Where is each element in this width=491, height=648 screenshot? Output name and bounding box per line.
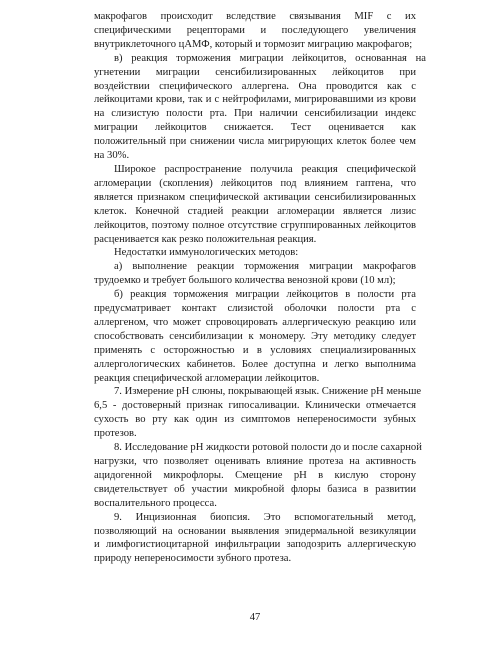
text-line: на слизистую полости рта. При наличии сенсибилизации индекс [94,108,416,120]
text-line: угнетении миграции сенсибилизированных лейкоцитов при [94,66,416,78]
text-line: лейкоцитами крови, так и с нейтрофилами, мигрировавшими из крови [94,94,416,106]
text-line: внутриклеточного цАМФ, который и тормозит миграцию макрофагов; [94,38,413,50]
text-line: б) реакция торможения миграции лейкоцитов в полости рта [114,289,416,301]
text-line: ацидогенной микрофлоры. Смещение рН в кислую сторону [94,469,416,481]
text-line: аллергеном, что может спровоцировать аллергическую реакцию или [94,316,416,328]
text-line: макрофагов происходит вследствие связывания MIF с их [94,11,416,22]
text-line: реакция специфической агломерации лейкоцитов. [94,372,320,384]
text-line: протезов. [94,428,137,440]
text-line: в) реакция торможения миграции лейкоцитов, основанная на [114,52,426,64]
page-number: 47 [249,612,261,623]
text-line: является признаком специфической активации сенсибилизированных [94,191,416,203]
text-line: положительный при снижении числа мигрирующих клеток более чем [94,136,416,148]
text-line: позволяющий на основании выявления эпидермальной везикуляции [94,525,416,537]
text-line: а) выполнение реакции торможения миграции макрофагов [114,261,416,273]
text-line: 6,5 - достоверный признак гипосаливации. Клинически отмечается [94,400,416,412]
text-line: агломерации (скопления) лейкоцитов под влиянием гаптена, что [94,177,416,189]
text-line: на 30%. [94,150,130,162]
text-line: нагрузки, что позволяет оценивать влияние протеза на активность [94,456,416,467]
text-line: миграции лейкоцитов снижается. Тест оценивается как [94,122,416,134]
text-line: 7. Измерение рН слюны, покрывающей язык. Снижение рН меньше [114,386,422,398]
text-line: природу непереносимости зубного протеза. [94,553,292,565]
text-line: сухость во рту как один из симптомов непереносимости зубных [94,414,416,426]
text-line: предусматривает контакт слизистой оболочки полости рта с [94,303,416,315]
text-line: воздействии специфического аллергена. Она проводится как с [94,80,416,92]
text-line: воспалительного процесса. [94,497,217,509]
text-line: способствовать сенсибилизации к мономеру. Эту методику следует [94,330,416,342]
text-line: 8. Исследование рН жидкости ротовой полости до и после сахарной [114,442,422,454]
text-line: и лимфогистиоцитарной инфильтрации заподозрить аллергическую [94,539,416,551]
text-line: клеток. Конечной стадией реакции агломерации является лизис [94,205,416,217]
text-line: лейкоцитов, поэтому полное отсутствие сгруппированных лейкоцитов [94,219,416,231]
text-line: свидетельствует об участии микробной флоры базиса в развитии [94,483,416,495]
text-line: аллергологических кабинетов. Более доступна и легко выполнима [94,358,416,370]
text-line: 9. Инцизионная биопсия. Это вспомогательный метод, [114,511,416,523]
text-line: трудоемко и требует большого количества венозной крови (10 мл); [94,275,396,287]
text-line: расценивается как резко положительная реакция. [94,233,317,245]
document-page [94,10,426,566]
text-line: Широкое распространение получила реакция специфической [114,163,416,175]
text-line: применять с осторожностью и в условиях специализированных [94,344,416,356]
text-line: специфическими рецепторами и последующего увеличения [94,24,416,36]
text-line: Недостатки иммунологических методов: [114,247,299,259]
